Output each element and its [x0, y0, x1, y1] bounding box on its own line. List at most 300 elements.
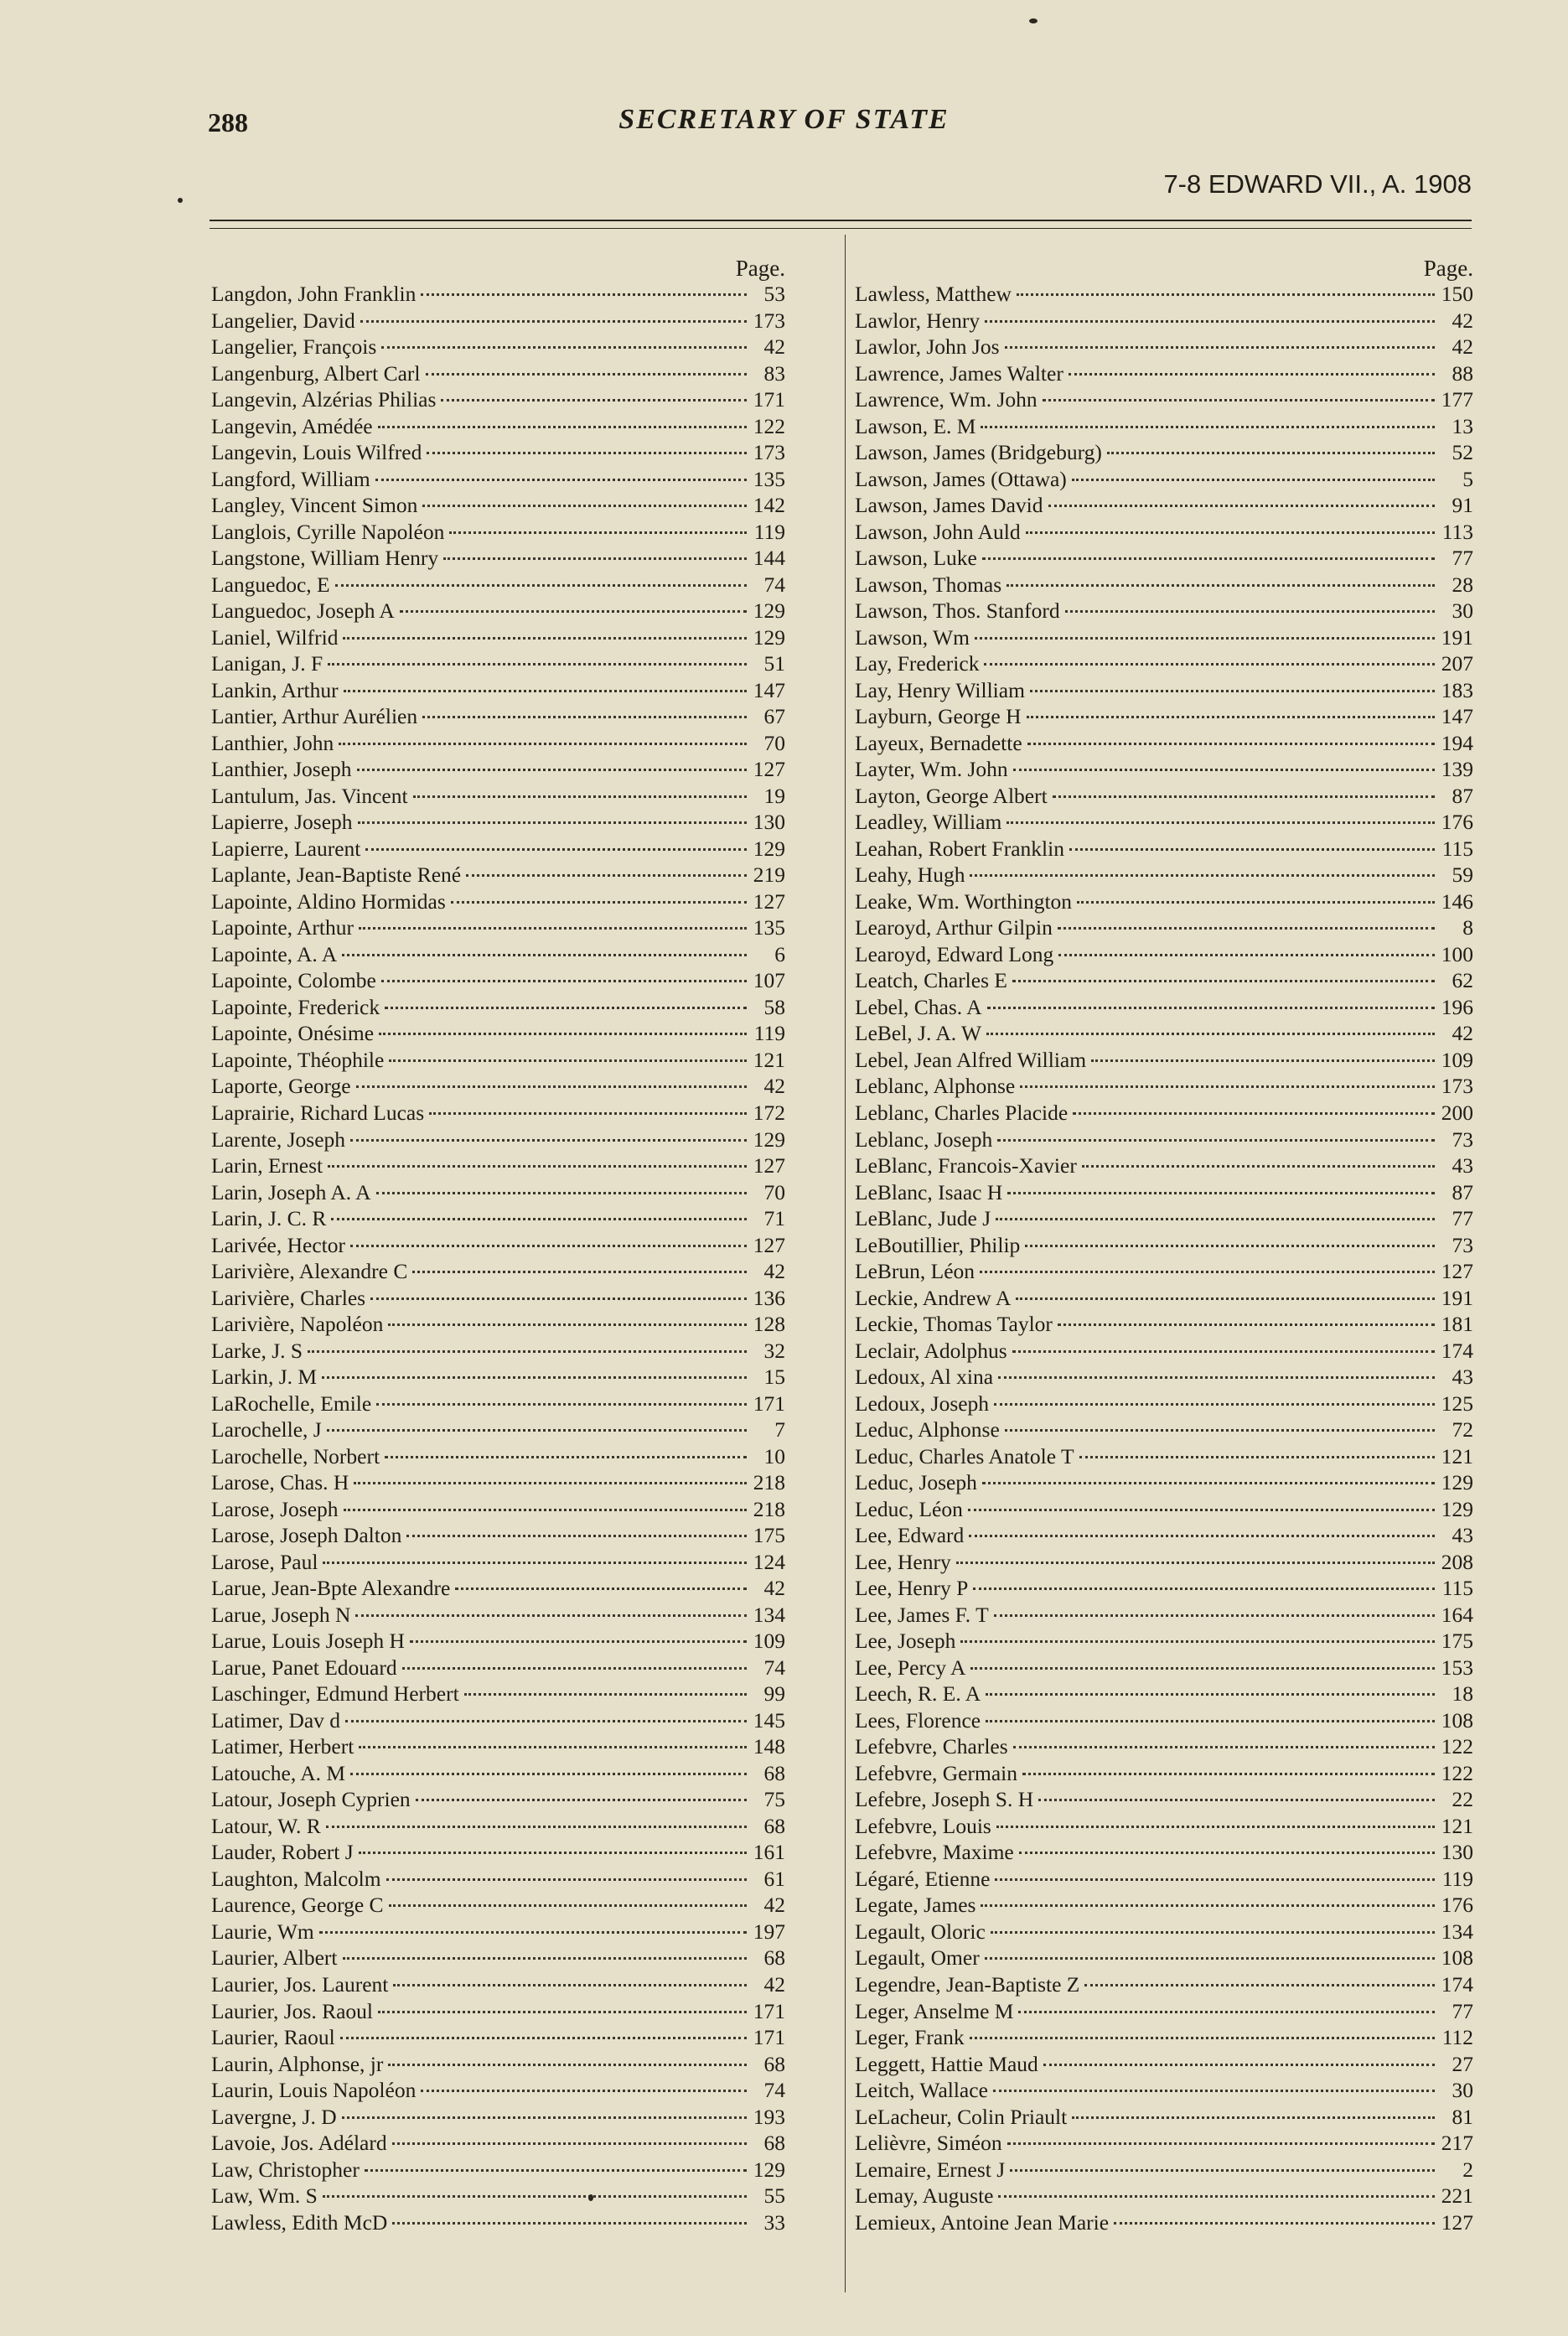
dot-leader: [973, 1587, 1435, 1590]
dot-leader: [1027, 742, 1435, 745]
index-entry: [855, 2077, 1473, 2104]
entry-page-number: 7: [774, 1417, 785, 1443]
dot-leader: [389, 1059, 747, 1062]
entry-name: Lemaire, Ernest J: [855, 2157, 1006, 2182]
dot-leader: [344, 689, 747, 692]
dot-leader: [350, 1772, 747, 1775]
index-entry: [855, 1971, 1473, 1998]
index-entry: [855, 598, 1473, 624]
entry-page-number: 121: [1441, 1813, 1473, 1838]
entry-name: Layeux, Bernadette: [855, 730, 1022, 755]
entry-name: Langley, Vincent Simon: [211, 493, 418, 518]
index-entry: [855, 466, 1473, 493]
entry-page-number: 129: [753, 2157, 785, 2182]
dot-leader: [1065, 609, 1435, 613]
index-entry: [855, 1998, 1473, 2025]
index-entry: [855, 1152, 1473, 1179]
index-entry: [211, 914, 785, 941]
entry-page-number: 144: [753, 546, 785, 571]
entry-page-number: 33: [763, 2209, 785, 2235]
entry-name: Lapointe, Colombe: [211, 968, 376, 993]
entry-page-number: 129: [753, 598, 785, 624]
entry-page-number: 75: [763, 1787, 785, 1812]
dot-leader: [412, 1270, 747, 1273]
entry-page-number: 27: [1452, 2051, 1473, 2076]
index-entry: [855, 386, 1473, 413]
entry-name: Lawson, James (Ottawa): [855, 466, 1067, 491]
index-entry: [855, 941, 1473, 968]
entry-name: Lemieux, Antoine Jean Marie: [855, 2209, 1110, 2235]
dot-leader: [386, 1878, 747, 1881]
index-entry: [211, 1232, 785, 1259]
index-entry: [855, 1364, 1473, 1391]
dot-leader: [323, 1561, 747, 1564]
dot-leader: [998, 2194, 1435, 2198]
dot-leader: [1058, 953, 1435, 956]
index-entry: [211, 519, 785, 546]
index-entry: [211, 2183, 785, 2209]
entry-page-number: 119: [753, 1021, 785, 1046]
index-entry: [211, 545, 785, 572]
dot-leader: [413, 795, 747, 798]
dot-leader: [1007, 583, 1435, 587]
entry-page-number: 68: [763, 1760, 785, 1785]
entry-name: Legate, James: [855, 1893, 976, 1918]
index-entry: [211, 1655, 785, 1681]
entry-name: Lavergne, J. D: [211, 2104, 337, 2129]
index-entry: [211, 2130, 785, 2157]
entry-name: Layburn, George H: [855, 704, 1022, 729]
entry-page-number: 174: [1441, 1972, 1473, 1997]
index-entry: [211, 1813, 785, 1840]
index-column-left: [211, 256, 785, 2235]
entry-name: Larkin, J. M: [211, 1365, 318, 1390]
paper-speck: [1029, 18, 1038, 23]
index-entry: [211, 941, 785, 968]
dot-leader: [984, 662, 1435, 666]
entry-name: Larue, Joseph N: [211, 1602, 351, 1627]
entry-name: Leahan, Robert Franklin: [855, 836, 1064, 861]
index-entry: [855, 1179, 1473, 1206]
dot-leader: [365, 847, 747, 851]
entry-page-number: 142: [753, 493, 785, 518]
entry-page-number: 161: [753, 1840, 785, 1865]
index-entry: [211, 2051, 785, 2078]
dot-leader: [1013, 1745, 1435, 1748]
dot-leader: [376, 1191, 747, 1194]
entry-name: Leclair, Adolphus: [855, 1338, 1007, 1363]
dot-leader: [985, 319, 1435, 323]
dot-leader: [994, 1402, 1435, 1406]
entry-page-number: 43: [1452, 1523, 1473, 1548]
entry-page-number: 127: [753, 888, 785, 914]
index-entry: [211, 1998, 785, 2025]
entry-page-number: 171: [753, 387, 785, 412]
dot-leader: [360, 319, 747, 323]
entry-name: LeBlanc, Jude J: [855, 1206, 991, 1231]
entry-page-number: 218: [753, 1470, 785, 1495]
dot-leader: [429, 1111, 747, 1115]
entry-name: Lemay, Auguste: [855, 2183, 994, 2209]
dot-leader: [986, 1032, 1435, 1035]
dot-leader: [1027, 715, 1435, 718]
entry-page-number: 13: [1452, 413, 1473, 438]
entry-page-number: 171: [753, 1998, 785, 2023]
entry-page-number: 175: [1441, 1629, 1473, 1654]
entry-name: Laurin, Louis Napoléon: [211, 2078, 417, 2103]
dot-leader: [1069, 372, 1435, 376]
index-entry: [211, 730, 785, 757]
entry-name: Lantier, Arthur Aurélien: [211, 704, 418, 729]
entry-page-number: 173: [753, 308, 785, 333]
entry-name: Lee, James F. T: [855, 1602, 989, 1627]
index-entry: [211, 1866, 785, 1893]
dot-leader: [455, 1587, 747, 1590]
entry-page-number: 128: [753, 1312, 785, 1337]
entry-name: Latouche, A. M: [211, 1760, 346, 1785]
index-entry: [855, 1866, 1473, 1893]
entry-page-number: 148: [753, 1734, 785, 1759]
entry-page-number: 122: [1441, 1760, 1473, 1785]
index-entry: [211, 1311, 785, 1338]
entry-page-number: 177: [1441, 387, 1473, 412]
index-entry: [211, 1443, 785, 1470]
index-entry: [211, 386, 785, 413]
index-entry: [211, 1047, 785, 1074]
entry-name: Latimer, Herbert: [211, 1734, 354, 1759]
entry-name: LeBel, J. A. W: [855, 1021, 982, 1046]
entry-page-number: 135: [753, 466, 785, 491]
dot-leader: [345, 1719, 747, 1722]
entry-page-number: 42: [1452, 334, 1473, 360]
dot-leader: [385, 1006, 747, 1009]
index-entry: [211, 1971, 785, 1998]
index-entry: [855, 2130, 1473, 2157]
dot-leader: [1030, 689, 1435, 692]
entry-name: Legendre, Jean-Baptiste Z: [855, 1972, 1080, 1997]
index-entry: [211, 1258, 785, 1285]
index-entry: [855, 2157, 1473, 2183]
entry-name: Lees, Florence: [855, 1707, 981, 1733]
entry-name: Lefebre, Joseph S. H: [855, 1787, 1034, 1812]
dot-leader: [1017, 293, 1435, 296]
entry-name: Learoyd, Arthur Gilpin: [855, 915, 1053, 940]
entry-name: Langelier, David: [211, 308, 355, 333]
entry-name: Laurie, Wm: [211, 1919, 314, 1944]
dot-leader: [378, 2010, 747, 2013]
entry-page-number: 194: [1441, 730, 1473, 755]
entry-name: Lefebvre, Charles: [855, 1734, 1008, 1759]
dot-leader: [421, 2089, 747, 2092]
index-entry: [855, 1655, 1473, 1681]
entry-page-number: 129: [1441, 1470, 1473, 1495]
entry-page-number: 67: [763, 704, 785, 729]
entry-page-number: 68: [763, 1945, 785, 1971]
entry-page-number: 218: [753, 1496, 785, 1521]
dot-leader: [466, 873, 747, 877]
entry-page-number: 134: [1441, 1919, 1473, 1944]
index-entry: [211, 1100, 785, 1127]
entry-name: Lee, Percy A: [855, 1655, 966, 1680]
index-entry: [211, 1760, 785, 1787]
dot-leader: [1012, 1349, 1435, 1353]
dot-leader: [350, 1244, 747, 1247]
index-entry: [211, 439, 785, 466]
dot-leader: [1007, 821, 1435, 824]
entry-name: Leckie, Thomas Taylor: [855, 1312, 1053, 1337]
entry-name: Larochelle, J: [211, 1417, 322, 1443]
entry-page-number: 30: [1452, 598, 1473, 624]
entry-name: Leduc, Alphonse: [855, 1417, 1000, 1443]
entry-page-number: 109: [753, 1629, 785, 1654]
entry-name: Lelièvre, Siméon: [855, 2131, 1002, 2156]
entry-page-number: 42: [763, 334, 785, 360]
index-entry: [855, 809, 1473, 836]
dot-leader: [970, 873, 1435, 877]
entry-page-number: 10: [763, 1443, 785, 1468]
entry-page-number: 219: [753, 862, 785, 888]
dot-leader: [355, 1613, 747, 1617]
dot-leader: [982, 557, 1435, 560]
entry-page-number: 42: [763, 1259, 785, 1284]
entry-page-number: 130: [753, 810, 785, 835]
index-entry: [211, 1602, 785, 1629]
entry-name: LeBlanc, Francois-Xavier: [855, 1153, 1077, 1178]
dot-leader: [421, 293, 747, 296]
index-entry: [855, 1628, 1473, 1655]
entry-name: Lankin, Arthur: [211, 677, 339, 702]
entry-name: Laurence, George C: [211, 1893, 384, 1918]
dot-leader: [340, 2036, 747, 2039]
index-entry: [855, 492, 1473, 519]
entry-name: Laporte, George: [211, 1074, 351, 1099]
entry-name: Langdon, John Franklin: [211, 282, 417, 306]
entry-page-number: 73: [1452, 1232, 1473, 1257]
entry-page-number: 91: [1452, 493, 1473, 518]
index-entry: [211, 650, 785, 677]
index-entry: [855, 703, 1473, 730]
dot-leader: [986, 1719, 1435, 1722]
entry-name: Larin, J. C. R: [211, 1206, 327, 1231]
entry-page-number: 70: [763, 730, 785, 755]
dot-leader: [996, 1217, 1435, 1220]
dot-leader: [1072, 478, 1435, 481]
entry-name: Leduc, Léon: [855, 1496, 963, 1521]
dot-leader: [385, 1455, 747, 1458]
dot-leader: [379, 1032, 747, 1035]
dot-leader: [344, 1508, 747, 1511]
entry-name: Larue, Jean-Bpte Alexandre: [211, 1576, 451, 1601]
dot-leader: [987, 1006, 1435, 1009]
entry-name: Law, Wm. S: [211, 2183, 318, 2209]
entry-page-number: 62: [1452, 968, 1473, 993]
dot-leader: [970, 1666, 1435, 1670]
index-entry: [855, 360, 1473, 387]
index-entry: [855, 1575, 1473, 1602]
entry-name: Langlois, Cyrille Napoléon: [211, 519, 445, 544]
entry-name: Lawson, Thos. Stanford: [855, 598, 1060, 624]
entry-page-number: 77: [1452, 1998, 1473, 2023]
dot-leader: [410, 1639, 747, 1643]
entry-page-number: 43: [1452, 1365, 1473, 1390]
dot-leader: [443, 557, 747, 560]
dot-leader: [995, 1878, 1435, 1881]
entry-name: Layton, George Albert: [855, 783, 1048, 808]
index-entry: [855, 914, 1473, 941]
entry-page-number: 68: [763, 2051, 785, 2076]
entry-page-number: 135: [753, 915, 785, 940]
entry-name: Leahy, Hugh: [855, 862, 965, 888]
entry-name: Leduc, Joseph: [855, 1470, 977, 1495]
index-entry: [211, 572, 785, 598]
page-column-heading: Page.: [735, 256, 785, 281]
index-entry: [855, 1469, 1473, 1496]
entry-name: Lebel, Jean Alfred William: [855, 1047, 1087, 1072]
index-entry: [211, 1338, 785, 1365]
index-entry: [211, 2209, 785, 2236]
entry-name: Laschinger, Edmund Herbert: [211, 1681, 459, 1707]
entry-name: Larue, Panet Edouard: [211, 1655, 397, 1680]
entry-name: Laprairie, Richard Lucas: [211, 1100, 425, 1125]
column-divider: [845, 235, 846, 2292]
entry-name: Law, Christopher: [211, 2157, 360, 2182]
entry-name: Leblanc, Alphonse: [855, 1074, 1016, 1099]
entry-page-number: 19: [763, 783, 785, 808]
entry-page-number: 52: [1452, 440, 1473, 465]
index-entry: [211, 1364, 785, 1391]
entry-name: Lawson, James David: [855, 493, 1043, 518]
dot-leader: [378, 425, 747, 428]
index-entry: [211, 1179, 785, 1206]
entry-page-number: 125: [1441, 1391, 1473, 1416]
entry-page-number: 87: [1452, 1179, 1473, 1204]
entry-name: Lawlor, John Jos: [855, 334, 1000, 360]
index-entry: [211, 598, 785, 624]
index-entry: [211, 1733, 785, 1760]
dot-leader: [1053, 795, 1435, 798]
entry-name: Leitch, Wallace: [855, 2078, 988, 2103]
entry-name: Laurier, Jos. Laurent: [211, 1972, 389, 1997]
dot-leader: [426, 372, 747, 376]
dot-leader: [441, 398, 747, 401]
index-entry: [855, 545, 1473, 572]
dot-leader: [998, 1375, 1435, 1379]
entry-name: Leger, Anselme M: [855, 1998, 1014, 2023]
entry-name: Languedoc, Joseph A: [211, 598, 395, 624]
entry-name: Languedoc, E: [211, 572, 330, 597]
index-entry: [855, 783, 1473, 810]
entry-page-number: 74: [763, 572, 785, 597]
dot-leader: [422, 715, 747, 718]
index-entry: [855, 1311, 1473, 1338]
entry-page-number: 197: [753, 1919, 785, 1944]
index-entry: [211, 783, 785, 810]
dot-leader: [343, 1956, 748, 1960]
index-entry: [855, 1733, 1473, 1760]
entry-page-number: 147: [1441, 704, 1473, 729]
index-entry: [855, 624, 1473, 651]
entry-page-number: 129: [1441, 1496, 1473, 1521]
index-entry: [211, 2024, 785, 2051]
dot-leader: [392, 2221, 747, 2225]
dot-leader: [350, 1138, 747, 1142]
entry-page-number: 217: [1441, 2131, 1473, 2156]
dot-leader: [323, 2194, 747, 2198]
entry-name: Leatch, Charles E: [855, 968, 1007, 993]
entry-page-number: 53: [763, 282, 785, 306]
index-column-right: [855, 256, 1473, 2235]
dot-leader: [975, 636, 1435, 640]
dot-leader: [993, 2089, 1435, 2092]
entry-page-number: 119: [1441, 1866, 1473, 1891]
dot-leader: [339, 742, 747, 745]
entry-name: Leadley, William: [855, 810, 1002, 835]
entry-name: LeBoutillier, Philip: [855, 1232, 1021, 1257]
index-entry: [855, 2183, 1473, 2209]
entry-page-number: 72: [1452, 1417, 1473, 1443]
dot-leader: [1018, 2010, 1435, 2013]
entry-name: Larose, Joseph: [211, 1496, 339, 1521]
entry-name: Larochelle, Norbert: [211, 1443, 380, 1468]
index-entry: [211, 466, 785, 493]
entry-name: Lauder, Robert J: [211, 1840, 354, 1865]
index-entry: [211, 360, 785, 387]
index-entry: [211, 1127, 785, 1153]
entry-page-number: 42: [763, 1972, 785, 1997]
dot-leader: [1026, 531, 1435, 534]
entry-name: Larue, Louis Joseph H: [211, 1629, 405, 1654]
dot-leader: [343, 636, 747, 640]
entry-page-number: 175: [753, 1523, 785, 1548]
entry-page-number: 129: [753, 1127, 785, 1152]
entry-name: Larose, Chas. H: [211, 1470, 349, 1495]
dot-leader: [1005, 1428, 1435, 1432]
entry-page-number: 43: [1452, 1153, 1473, 1178]
dot-leader: [402, 1666, 747, 1670]
dot-leader: [393, 1983, 747, 1986]
dot-leader: [449, 531, 747, 534]
entry-page-number: 207: [1441, 651, 1473, 676]
entry-page-number: 51: [763, 651, 785, 676]
entry-page-number: 70: [763, 1179, 785, 1204]
entry-page-number: 59: [1452, 862, 1473, 888]
entry-name: Leduc, Charles Anatole T: [855, 1443, 1074, 1468]
dot-leader: [960, 1639, 1435, 1643]
entry-name: Lebel, Chas. A: [855, 994, 982, 1019]
entry-page-number: 121: [753, 1047, 785, 1072]
entry-name: Leblanc, Joseph: [855, 1127, 993, 1152]
entry-name: Lee, Henry: [855, 1549, 951, 1574]
entry-page-number: 153: [1441, 1655, 1473, 1680]
index-entry: [855, 281, 1473, 308]
index-entry: [855, 1232, 1473, 1259]
entry-page-number: 191: [1441, 624, 1473, 650]
index-entry: [855, 756, 1473, 783]
dot-leader: [1013, 768, 1435, 771]
entry-name: Lee, Joseph: [855, 1629, 956, 1654]
entry-page-number: 171: [753, 1391, 785, 1416]
entry-page-number: 42: [763, 1893, 785, 1918]
index-entry: [211, 334, 785, 360]
entry-name: Lawrence, Wm. John: [855, 387, 1038, 412]
index-entry: [855, 1786, 1473, 1813]
index-entry: [855, 1549, 1473, 1576]
entry-page-number: 108: [1441, 1707, 1473, 1733]
entry-name: Lawson, Wm: [855, 624, 970, 650]
entry-name: Langford, William: [211, 466, 370, 491]
entry-page-number: 77: [1452, 546, 1473, 571]
dot-leader: [359, 1851, 747, 1854]
